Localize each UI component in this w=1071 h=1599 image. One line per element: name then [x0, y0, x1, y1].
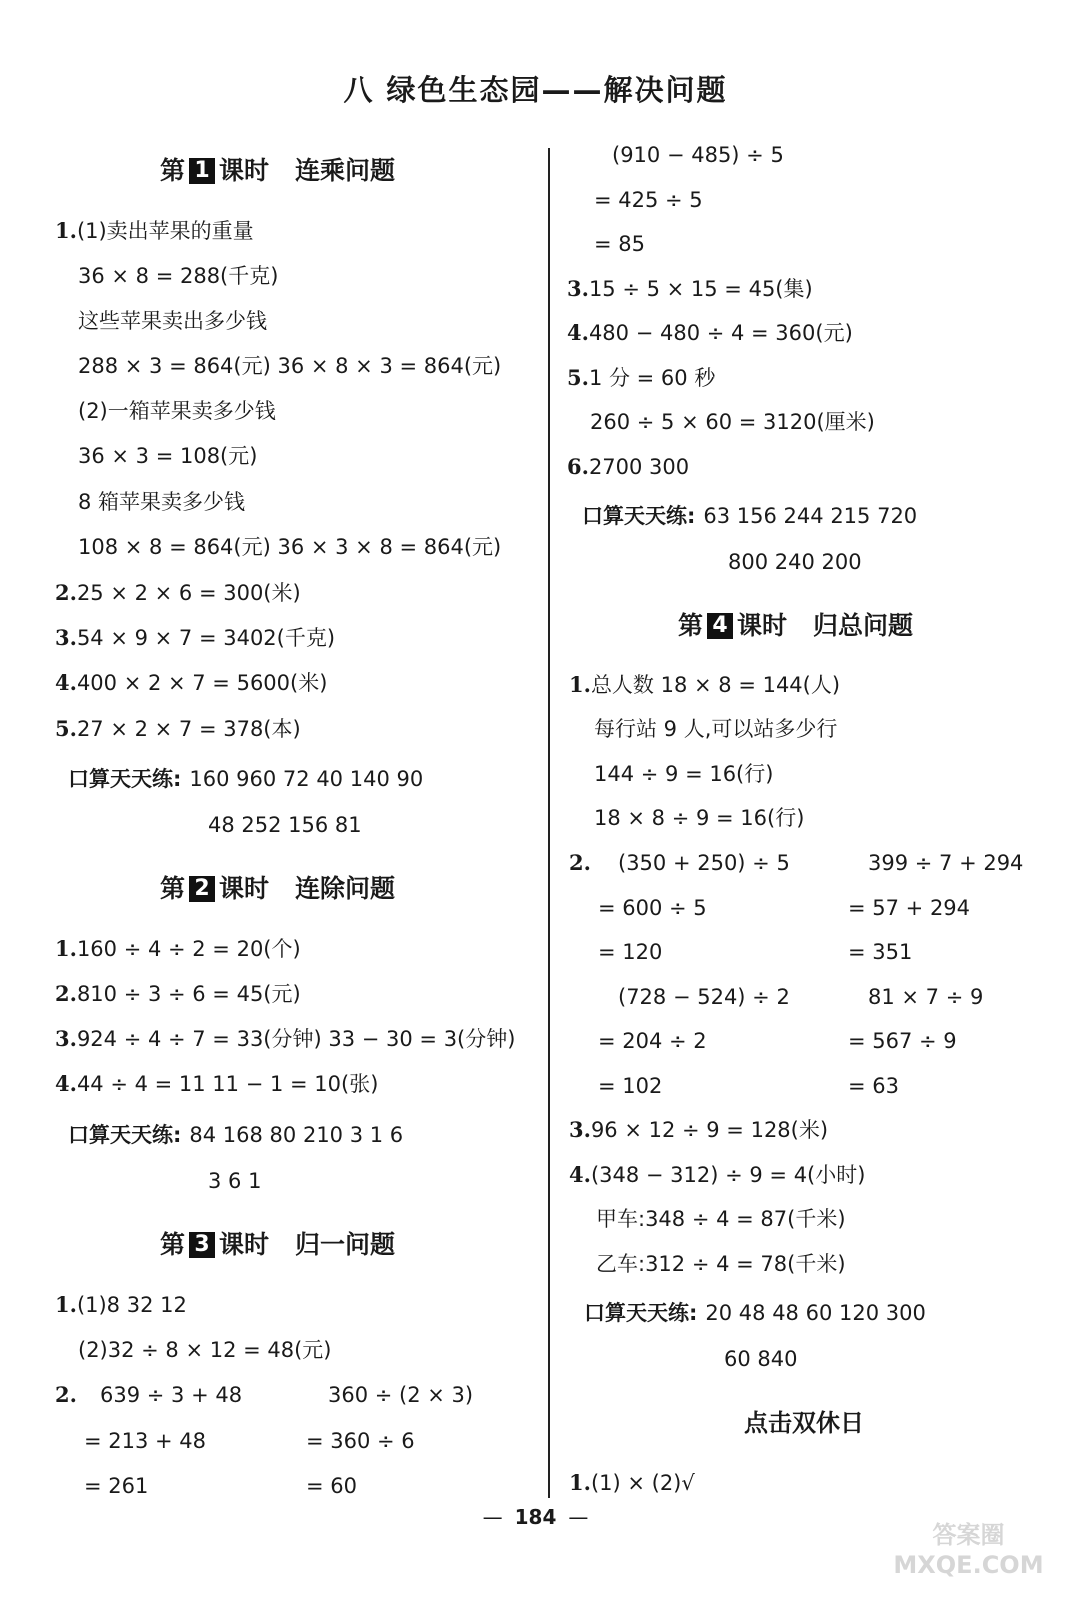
- answer-line: 5.27 × 2 × 7 = 378(本): [55, 716, 301, 741]
- lesson-number-box: 4: [707, 613, 733, 639]
- answer-line: 4.(348 − 312) ÷ 9 = 4(小时): [569, 1162, 866, 1187]
- watermark-logo: [886, 1520, 1051, 1588]
- lesson-topic: 连乘问题: [295, 156, 396, 185]
- lesson-suffix: 课时: [219, 156, 270, 185]
- calc-step: = 600 ÷ 5: [598, 896, 707, 920]
- calc-step: = 261: [84, 1474, 149, 1498]
- answer-line: 3.15 ÷ 5 × 15 = 45(集): [567, 276, 813, 301]
- mental-math-practice-row2: 60 840: [724, 1347, 798, 1371]
- answer-line: 3.924 ÷ 4 ÷ 7 = 33(分钟) 33 − 30 = 3(分钟): [55, 1026, 516, 1051]
- answer-line: 288 × 3 = 864(元) 36 × 8 × 3 = 864(元): [78, 354, 502, 378]
- calc-step: 639 ÷ 3 + 48: [100, 1383, 243, 1407]
- answer-line: 3.54 × 9 × 7 = 3402(千克): [55, 625, 336, 650]
- lesson-prefix: 第: [160, 156, 186, 185]
- answer-line: (2)一箱苹果卖多少钱: [78, 399, 276, 423]
- lesson-number-box: 2: [189, 876, 215, 902]
- answer-line: 108 × 8 = 864(元) 36 × 3 × 8 = 864(元): [78, 535, 502, 559]
- answer-line: 这些苹果卖出多少钱: [78, 309, 267, 333]
- weekend-heading: 点击双休日: [744, 1409, 864, 1437]
- lesson-number-box: 1: [189, 158, 215, 184]
- answer-line: 1.160 ÷ 4 ÷ 2 = 20(个): [55, 936, 301, 961]
- answer-line: 36 × 3 = 108(元): [78, 444, 258, 468]
- column-divider: [548, 148, 550, 1498]
- lesson-1-heading: [160, 154, 395, 188]
- mental-math-practice: 口算天天练: 20 48 48 60 120 300: [584, 1301, 926, 1325]
- answer-line: 18 × 8 ÷ 9 = 16(行): [594, 806, 805, 830]
- page-number: 184: [514, 1505, 557, 1529]
- answer-line: 甲车:348 ÷ 4 = 87(千米): [596, 1207, 846, 1231]
- answer-line: 4.44 ÷ 4 = 11 11 − 1 = 10(张): [55, 1071, 379, 1096]
- answer-line: 36 × 8 = 288(千克): [78, 264, 279, 288]
- calc-step: (728 − 524) ÷ 2: [618, 985, 790, 1009]
- mental-math-practice-row2: 48 252 156 81: [208, 813, 362, 837]
- watermark-text: MXQE.COM: [893, 1551, 1044, 1579]
- answer-line: 2.25 × 2 × 6 = 300(米): [55, 580, 301, 605]
- answer-line: 4.400 × 2 × 7 = 5600(米): [55, 670, 328, 695]
- answer-line: 2.810 ÷ 3 ÷ 6 = 45(元): [55, 981, 301, 1006]
- calc-step: = 85: [594, 232, 645, 256]
- lesson-number-box: 3: [189, 1232, 215, 1258]
- answer-number: 2.: [55, 1382, 77, 1407]
- mental-math-practice-row2: 3 6 1: [208, 1169, 262, 1193]
- calc-step: = 425 ÷ 5: [594, 188, 703, 212]
- lesson-2-heading: 第 2 课时 连除问题: [160, 874, 396, 903]
- mental-math-practice-row2: 800 240 200: [728, 550, 862, 574]
- mental-math-practice: 口算天天练: 63 156 244 215 720: [582, 504, 918, 528]
- calc-step: = 60: [306, 1474, 357, 1498]
- answer-line: 1.(1)8 32 12: [55, 1292, 187, 1317]
- mental-math-practice: 口算天天练: 160 960 72 40 140 90: [68, 767, 424, 791]
- calc-step: = 567 ÷ 9: [848, 1029, 957, 1053]
- calc-step: 360 ÷ (2 × 3): [328, 1383, 474, 1407]
- calc-step: = 120: [598, 940, 663, 964]
- answer-line: 乙车:312 ÷ 4 = 78(千米): [596, 1252, 846, 1276]
- calc-step: (910 − 485) ÷ 5: [612, 143, 784, 167]
- answer-line: 1.(1)卖出苹果的重量: [55, 218, 254, 243]
- answer-number: 2.: [569, 850, 591, 875]
- answer-line: 4.480 − 480 ÷ 4 = 360(元): [567, 320, 853, 345]
- answer-line: 5.1 分 = 60 秒: [567, 365, 716, 390]
- answer-line: 260 ÷ 5 × 60 = 3120(厘米): [590, 410, 875, 434]
- page-title: 八 绿色生态园——解决问题: [343, 73, 728, 107]
- calc-step: 81 × 7 ÷ 9: [868, 985, 984, 1009]
- answer-line: 3.96 × 12 ÷ 9 = 128(米): [569, 1117, 829, 1142]
- calc-step: (350 + 250) ÷ 5: [618, 851, 790, 875]
- mental-math-practice: 口算天天练: 84 168 80 210 3 1 6: [68, 1123, 404, 1147]
- calc-step: = 102: [598, 1074, 663, 1098]
- answer-line: (2)32 ÷ 8 × 12 = 48(元): [78, 1338, 332, 1362]
- lesson-4-heading: 第 4 课时 归总问题: [678, 611, 914, 640]
- lesson-3-heading: 第 3 课时 归一问题: [160, 1230, 396, 1259]
- answer-line: 1.(1) × (2)√: [569, 1470, 695, 1495]
- footer-dash: —: [482, 1505, 503, 1529]
- calc-step: 399 ÷ 7 + 294: [868, 851, 1024, 875]
- answer-line: 8 箱苹果卖多少钱: [78, 490, 246, 514]
- answer-line: 1.总人数 18 × 8 = 144(人): [569, 672, 841, 697]
- calc-step: = 204 ÷ 2: [598, 1029, 707, 1053]
- answer-line: 6.2700 300: [567, 454, 690, 479]
- calc-step: = 351: [848, 940, 913, 964]
- answer-line: 每行站 9 人,可以站多少行: [594, 717, 838, 741]
- calc-step: = 213 + 48: [84, 1429, 207, 1453]
- calc-step: = 63: [848, 1074, 899, 1098]
- calc-step: = 360 ÷ 6: [306, 1429, 415, 1453]
- answer-line: 144 ÷ 9 = 16(行): [594, 762, 774, 786]
- calc-step: = 57 + 294: [848, 896, 971, 920]
- footer-dash: —: [568, 1505, 589, 1529]
- watermark-text: 答案圈: [932, 1521, 1005, 1549]
